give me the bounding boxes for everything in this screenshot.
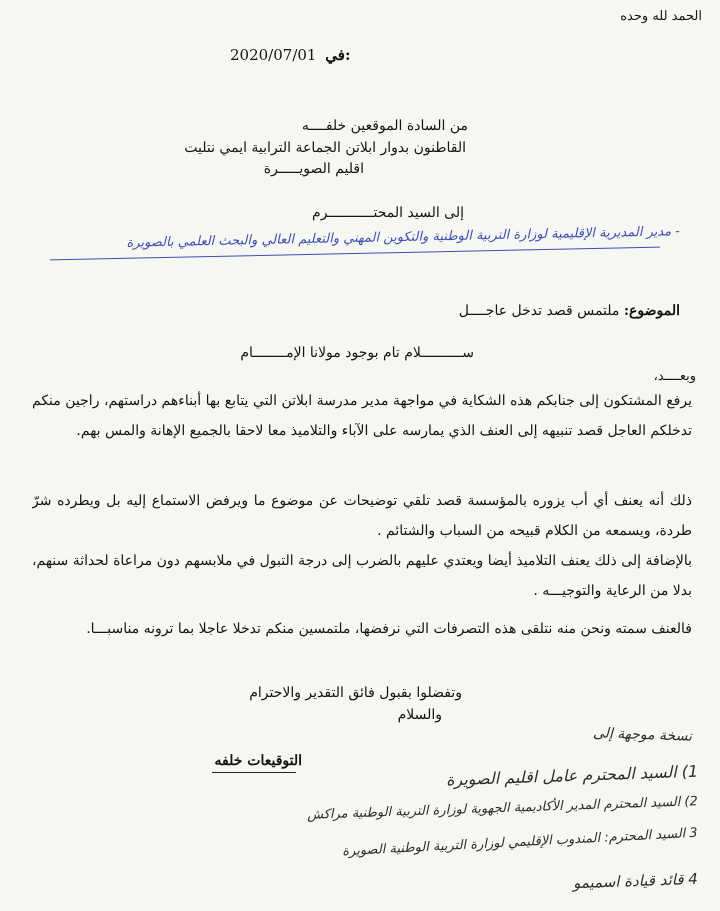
signatures-label: التوقيعات خلفه bbox=[214, 753, 302, 769]
copy-item-text: السيد المحترم: المندوب الإقليمي لوزارة التربية الوطنية الصويرة bbox=[341, 826, 686, 860]
body-paragraph: يرفع المشتكون إلى جنابكم هذه الشكاية في مواجهة مدير مدرسة ابلاتن التي يتابع بها أبناءهم دراستهم، راجين منكم تدخلكم العاجل قصد تنبيهه إلى العنف الذي يمارسه على الآباء والتلاميذ معا لاحقا بالجميع الإهانة والمس بهم. bbox=[32, 393, 692, 439]
copies-title: نسخة موجهة إلى bbox=[592, 725, 693, 745]
signatures-underline bbox=[212, 772, 296, 773]
copy-item bbox=[573, 870, 698, 892]
closing-line-1: وتفضلوا بقبول فائق التقدير والاحترام bbox=[249, 685, 462, 701]
date-value: 2020/07/01 bbox=[230, 46, 317, 64]
sender-line-3: اقليم الصويـــــرة bbox=[263, 161, 364, 177]
copy-item-number: 4 bbox=[688, 869, 699, 889]
after-greeting: وبعــــد، bbox=[653, 369, 696, 384]
copy-item-number: 3 bbox=[689, 825, 699, 842]
greeting-line: ســــــــــلام تام بوجود مولانا الإمــــــــام bbox=[240, 345, 474, 361]
subject-line bbox=[459, 302, 680, 320]
closing-line-2: والسلام bbox=[397, 707, 442, 723]
copy-item-text: السيد المحترم المدير الأكاديمية الجهوية لوزارة التربية الوطنية مراكش bbox=[306, 794, 681, 823]
copy-item-number: 2) bbox=[684, 794, 699, 810]
sender-line-1: من السادة الموقعين خلفــــه bbox=[301, 118, 468, 134]
copy-item bbox=[342, 825, 698, 862]
sender-line-2: القاطنون بدوار ابلاتن الجماعة الترابية ايمي نتليت bbox=[184, 140, 466, 156]
copy-item bbox=[307, 793, 698, 825]
date-label: في: bbox=[325, 46, 351, 64]
subject-label: الموضوع: bbox=[623, 303, 680, 319]
body-paragraph: ذلك أنه يعنف أي أب يزوره بالمؤسسة قصد تلقي توضيحات عن موضوع ما ويرفض الاستماع إليه بل ويطرده شرّ طردة، ويسمعه من الكلام قبيحه من السباب والشتائم . bbox=[32, 493, 692, 539]
recipient-handwritten: - مدير المديرية الإقليمية لوزارة التربية الوطنية والتكوين المهني والتعليم العالي والبحث العلمي بالصويرة bbox=[126, 224, 681, 251]
copy-item bbox=[445, 763, 698, 790]
copy-item-text: السيد المحترم عامل اقليم الصويرة bbox=[445, 762, 677, 790]
praise-line: الحمد لله وحده bbox=[620, 9, 702, 24]
copy-item-number: 1) bbox=[681, 761, 699, 782]
body-paragraph: فالعنف سمته ونحن منه نتلقى هذه التصرفات التي نرفضها، ملتمسين منكم تدخلا عاجلا بما ترونه مناسبـــا. bbox=[86, 621, 692, 637]
recipient-salutation: إلى السيد المحتـــــــــــرم bbox=[312, 205, 464, 221]
date-line bbox=[230, 46, 350, 64]
body-paragraph: بالإضافة إلى ذلك يعنف التلاميذ أيضا ويعتدي عليهم بالضرب إلى درجة التبول في ملابسهم دون مراعاة لحداثة سنهم، بدلا من الرعاية والتوجيـــه . bbox=[32, 553, 692, 599]
subject-text: ملتمس قصد تدخل عاجــــل bbox=[458, 303, 620, 319]
copy-item-text: قائد قيادة اسميمو bbox=[572, 870, 684, 893]
